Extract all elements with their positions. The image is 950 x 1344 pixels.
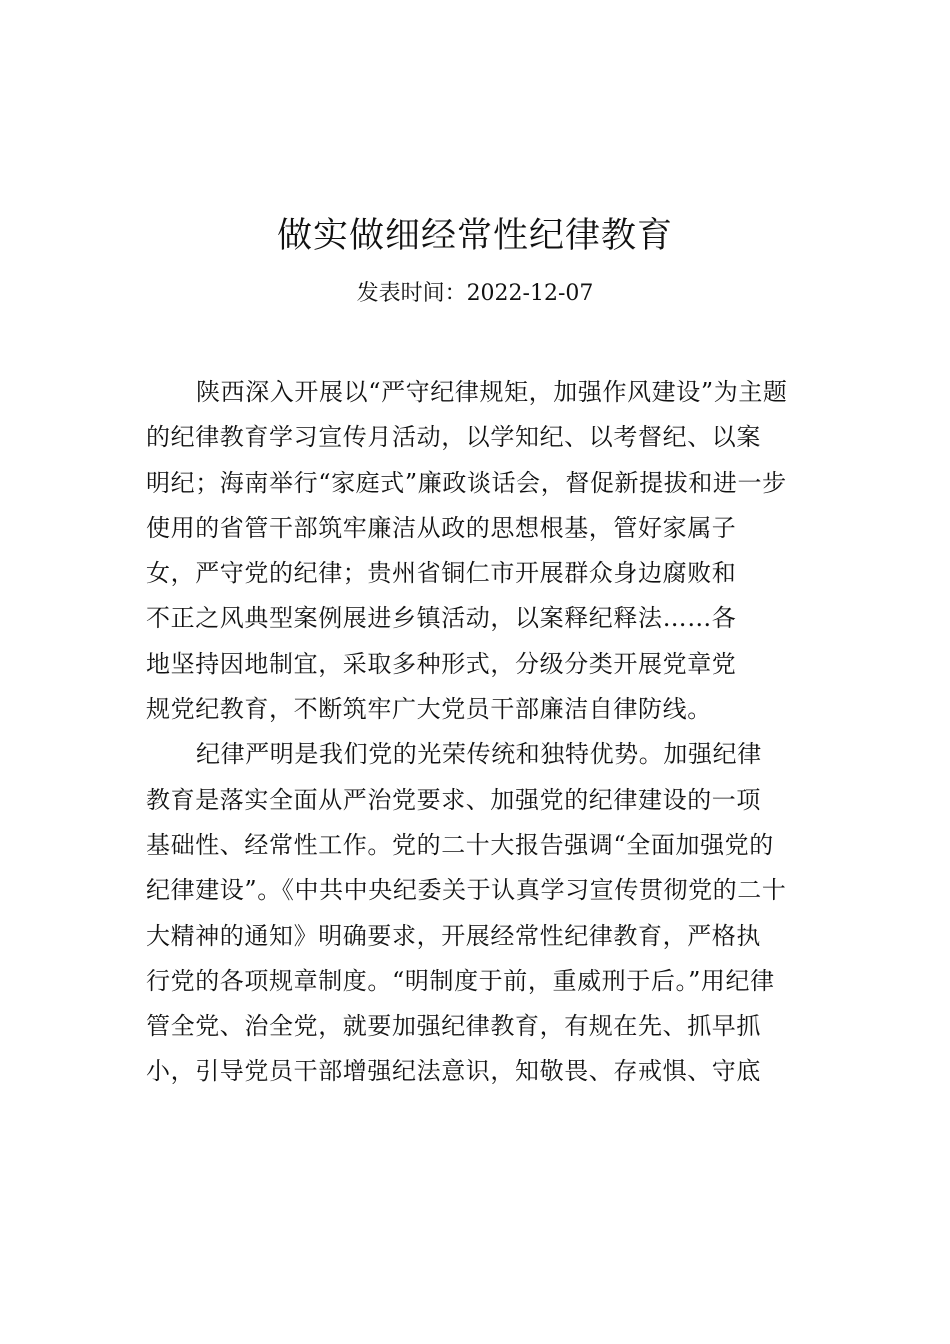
paragraph-1-line-2: 的纪律教育学习宣传月活动，以学知纪、以考督纪、以案 xyxy=(146,423,761,452)
paragraph-2-line-8: 小，引导党员干部增强纪法意识，知敬畏、存戒惧、守底 xyxy=(146,1057,761,1086)
paragraph-2-line-2: 教育是落实全面从严治党要求、加强党的纪律建设的一项 xyxy=(146,785,761,814)
paragraph-1-line-3: 明纪；海南举行“家庭式”廉政谈话会，督促新提拔和进一步 xyxy=(146,468,787,497)
publish-date: 发表时间：2022-12-07 xyxy=(356,281,594,306)
paragraph-1-line-4: 使用的省管干部筑牢廉洁从政的思想根基，管好家属子 xyxy=(146,513,737,542)
paragraph-2-line-6: 行党的各项规章制度。“明制度于前，重威刑于后。”用纪律 xyxy=(146,966,775,995)
paragraph-2-line-3: 基础性、经常性工作。党的二十大报告强调“全面加强党的 xyxy=(146,830,774,859)
paragraph-2-line-7: 管全党、治全党，就要加强纪律教育，有规在先、抓早抓 xyxy=(146,1012,761,1041)
paragraph-1-line-5: 女，严守党的纪律；贵州省铜仁市开展群众身边腐败和 xyxy=(146,559,737,588)
paragraph-2-line-4: 纪律建设”。《中共中央纪委关于认真学习宣传贯彻党的二十 xyxy=(146,876,787,905)
paragraph-2-line-1: 纪律严明是我们党的光荣传统和独特优势。加强纪律 xyxy=(196,740,762,769)
paragraph-1-line-8: 规党纪教育，不断筑牢广大党员干部廉洁自律防线。 xyxy=(146,695,712,724)
paragraph-1-line-6: 不正之风典型案例展进乡镇活动，以案释纪释法……各 xyxy=(146,604,737,633)
paragraph-1-line-7: 地坚持因地制宜，采取多种形式，分级分类开展党章党 xyxy=(146,649,737,678)
article-title: 做实做细经常性纪律教育 xyxy=(276,216,673,256)
article-body xyxy=(146,370,808,1095)
paragraph-1-line-1: 陕西深入开展以“严守纪律规矩，加强作风建设”为主题 xyxy=(196,378,788,406)
paragraph-2-line-5: 大精神的通知》明确要求，开展经常性纪律教育，严格执 xyxy=(146,921,761,950)
